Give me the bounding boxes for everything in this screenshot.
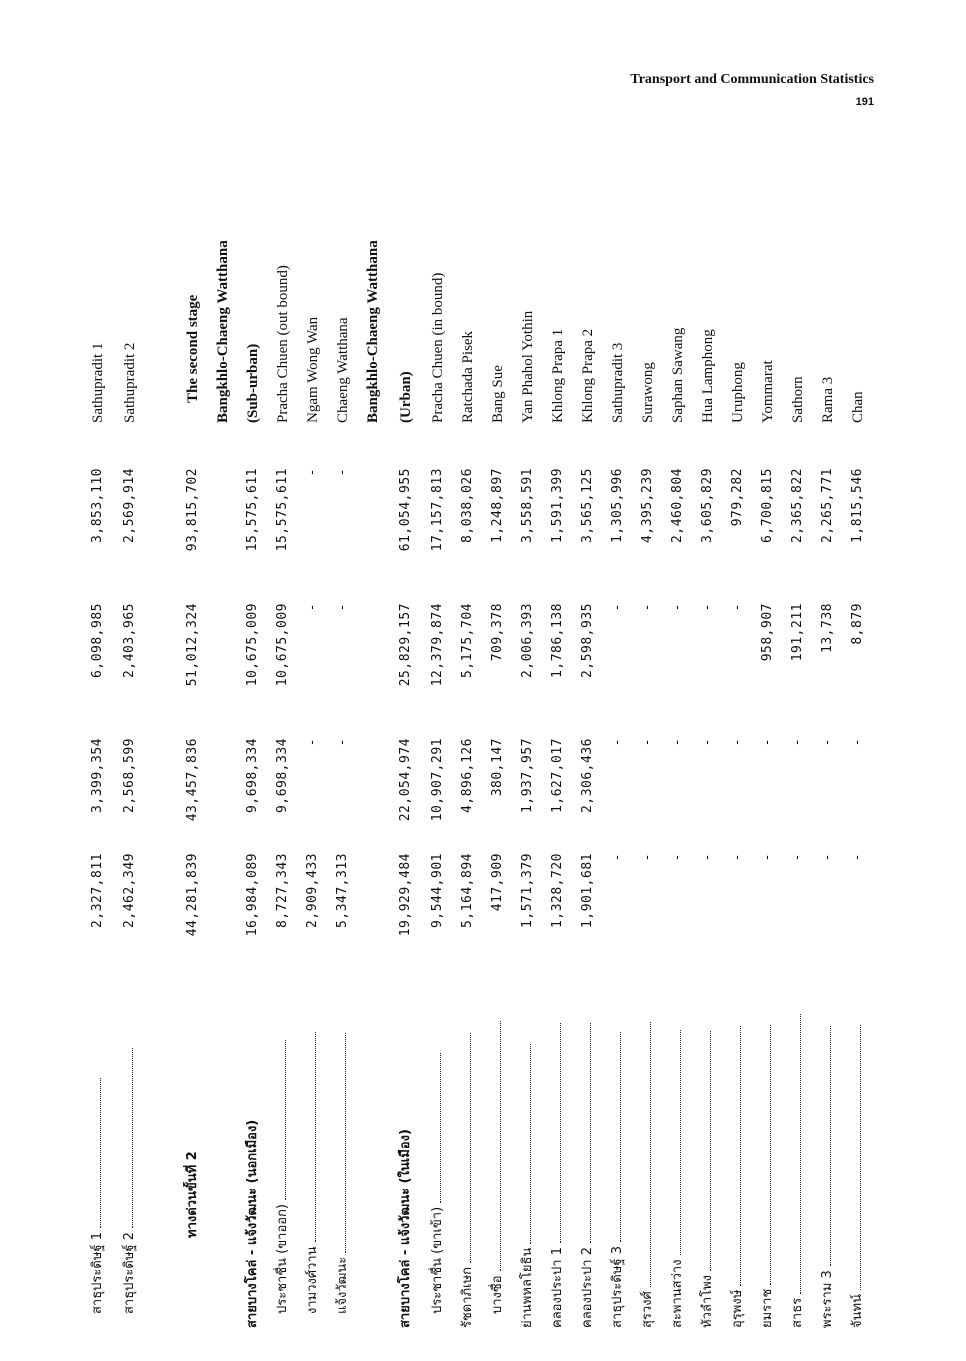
value-col-4: 2,365,822 <box>790 468 805 543</box>
thai-label: อุรุพงษ์ <box>728 1003 748 1328</box>
value-col-4: - <box>305 468 320 477</box>
value-col-3: 5,175,704 <box>460 603 475 678</box>
value-col-1: - <box>730 853 745 862</box>
value-col-3: - <box>335 603 350 612</box>
value-col-3: 2,403,965 <box>122 603 137 678</box>
thai-label: งามวงศ์วาน <box>303 1003 323 1314</box>
value-col-3: 25,829,157 <box>398 603 413 687</box>
english-label: Saphan Sawang <box>670 327 686 423</box>
table-row <box>363 148 383 1328</box>
english-label: Pracha Chuen (out bound) <box>275 265 291 423</box>
value-col-2: 9,698,334 <box>275 738 290 813</box>
thai-label: พระราม 3 <box>818 1003 838 1328</box>
value-col-4: 6,700,815 <box>760 468 775 543</box>
value-col-2: - <box>730 738 745 747</box>
table-row <box>120 148 140 1328</box>
value-col-1: - <box>610 853 625 862</box>
value-col-4: 979,282 <box>730 468 745 527</box>
value-col-3: 10,675,009 <box>245 603 260 687</box>
value-col-3: 51,012,324 <box>185 603 200 687</box>
english-label: Hua Lamphong <box>700 329 716 423</box>
thai-label: หัวลำโพง <box>698 1003 718 1328</box>
value-col-3: 191,211 <box>790 603 805 662</box>
english-label: Ngam Wong Wan <box>305 316 321 423</box>
thai-label: แจ้งวัฒนะ <box>333 1003 353 1314</box>
thai-label: คลองประปา 1 <box>548 1003 568 1328</box>
table-row <box>548 148 568 1328</box>
value-col-1: - <box>760 853 775 862</box>
value-col-2: 10,907,291 <box>430 738 445 822</box>
value-col-3: 10,675,009 <box>275 603 290 687</box>
english-label: Uruphong <box>730 362 746 423</box>
value-col-2: - <box>305 738 320 747</box>
english-label: Khlong Prapa 2 <box>580 328 596 423</box>
table-row <box>273 148 293 1328</box>
value-col-1: 16,984,089 <box>245 853 260 937</box>
table-row <box>728 148 748 1328</box>
value-col-2: 4,896,126 <box>460 738 475 813</box>
value-col-4: 15,575,611 <box>245 468 260 552</box>
value-col-3: - <box>670 603 685 612</box>
table-row <box>213 148 233 1328</box>
value-col-3: - <box>730 603 745 612</box>
english-label: Rama 3 <box>820 376 836 423</box>
value-col-4: 2,569,914 <box>122 468 137 543</box>
table-row <box>788 148 808 1328</box>
thai-label: ประชาชื่น (ขาออก) <box>273 1003 293 1314</box>
value-col-2: 2,568,599 <box>122 738 137 813</box>
value-col-4: 93,815,702 <box>185 468 200 552</box>
value-col-1: 5,164,894 <box>460 853 475 928</box>
table-row <box>88 148 108 1328</box>
english-label: Sathupradit 3 <box>610 342 626 423</box>
value-col-1: 2,327,811 <box>90 853 105 928</box>
table-row <box>818 148 838 1328</box>
value-col-1: 2,909,433 <box>305 853 320 928</box>
table-row <box>458 148 478 1328</box>
english-label: Khlong Prapa 1 <box>550 328 566 423</box>
value-col-2: 43,457,836 <box>185 738 200 822</box>
value-col-2: - <box>850 738 865 747</box>
english-group-label: Bangkhlo-Chaeng Watthana <box>365 240 381 423</box>
thai-label: รัชดาภิเษก <box>458 1003 478 1328</box>
value-col-3: 12,379,874 <box>430 603 445 687</box>
value-col-3: 6,098,985 <box>90 603 105 678</box>
value-col-3: 8,879 <box>850 603 865 645</box>
value-col-1: 417,909 <box>490 853 505 912</box>
table-row <box>698 148 718 1328</box>
value-col-4: 8,038,026 <box>460 468 475 543</box>
value-col-4: 1,815,546 <box>850 468 865 543</box>
value-col-4: 1,305,996 <box>610 468 625 543</box>
value-col-2: - <box>335 738 350 747</box>
value-col-1: - <box>640 853 655 862</box>
value-col-4: 1,591,399 <box>550 468 565 543</box>
value-col-3: 1,786,138 <box>550 603 565 678</box>
english-label: Chan <box>850 391 866 423</box>
table-row <box>608 148 628 1328</box>
value-col-3: 2,598,935 <box>580 603 595 678</box>
table-row <box>638 148 658 1328</box>
value-col-3: - <box>305 603 320 612</box>
thai-label: คลองประปา 2 <box>578 1003 598 1328</box>
english-label: Pracha Chuen (in bound) <box>430 272 446 423</box>
thai-label: สาธุประดิษฐ์ 1 <box>88 1003 108 1314</box>
value-col-1: 5,347,313 <box>335 853 350 928</box>
english-label: Sathorn <box>790 376 806 423</box>
thai-label: ย่านพหลโยธิน <box>518 1003 538 1328</box>
value-col-4: 3,565,125 <box>580 468 595 543</box>
value-col-1: 9,544,901 <box>430 853 445 928</box>
value-col-2: - <box>700 738 715 747</box>
value-col-1: 8,727,343 <box>275 853 290 928</box>
value-col-3: 709,378 <box>490 603 505 662</box>
value-col-1: - <box>670 853 685 862</box>
thai-label: สาธร <box>788 1003 808 1328</box>
value-col-4: - <box>335 468 350 477</box>
english-label: Sathupradit 2 <box>122 342 138 423</box>
table-row <box>518 148 538 1328</box>
value-col-2: - <box>610 738 625 747</box>
value-col-2: - <box>640 738 655 747</box>
thai-label: ประชาชื่น (ขาเข้า) <box>428 1003 448 1314</box>
value-col-1: - <box>790 853 805 862</box>
value-col-2: - <box>820 738 835 747</box>
stage-heading-english: The second stage <box>185 294 201 403</box>
value-col-2: 2,306,436 <box>580 738 595 813</box>
thai-label: จันทน์ <box>848 1003 868 1328</box>
english-group-label: Bangkhlo-Chaeng Watthana <box>215 240 231 423</box>
english-label: Surawong <box>640 362 656 423</box>
value-col-1: - <box>820 853 835 862</box>
thai-label: บางซื่อ <box>488 1003 508 1314</box>
value-col-3: 958,907 <box>760 603 775 662</box>
thai-group-label: สายบางโคล่ - แจ้งวัฒนะ (ในเมือง) <box>398 1129 413 1328</box>
table-row <box>428 148 448 1328</box>
value-col-1: - <box>700 853 715 862</box>
thai-label: ยมราช <box>758 1003 778 1328</box>
thai-label: สะพานสว่าง <box>668 1003 688 1328</box>
value-col-1: 19,929,484 <box>398 853 413 937</box>
english-group-label: (Urban) <box>398 371 414 423</box>
table-row <box>488 148 508 1328</box>
english-label: Bang Sue <box>490 365 506 423</box>
value-col-2: 1,627,017 <box>550 738 565 813</box>
table-row <box>668 148 688 1328</box>
value-col-1: 2,462,349 <box>122 853 137 928</box>
value-col-2: 3,399,354 <box>90 738 105 813</box>
value-col-1: 44,281,839 <box>185 853 200 937</box>
value-col-4: 15,575,611 <box>275 468 290 552</box>
value-col-3: 2,006,393 <box>520 603 535 678</box>
table-row <box>303 148 323 1328</box>
value-col-1: 1,328,720 <box>550 853 565 928</box>
table-row <box>758 148 778 1328</box>
value-col-1: 1,571,379 <box>520 853 535 928</box>
english-label: Yommarat <box>760 360 776 423</box>
value-col-2: - <box>790 738 805 747</box>
english-label: Ratchada Pisek <box>460 330 476 423</box>
english-label: Yan Phahol Yothin <box>520 310 536 423</box>
table-row <box>333 148 353 1328</box>
value-col-4: 1,248,897 <box>490 468 505 543</box>
table-row <box>183 148 203 1328</box>
thai-label: สุรวงศ์ <box>638 1003 658 1328</box>
value-col-4: 61,054,955 <box>398 468 413 552</box>
table-row <box>578 148 598 1328</box>
value-col-4: 3,853,110 <box>90 468 105 543</box>
value-col-4: 3,605,829 <box>700 468 715 543</box>
thai-label: สาธุประดิษฐ์ 2 <box>120 1003 140 1314</box>
value-col-1: 1,901,681 <box>580 853 595 928</box>
value-col-2: 9,698,334 <box>245 738 260 813</box>
rotated-statistics-table <box>78 148 878 1328</box>
value-col-4: 2,460,804 <box>670 468 685 543</box>
value-col-2: - <box>670 738 685 747</box>
value-col-2: 380,147 <box>490 738 505 797</box>
value-col-4: 3,558,591 <box>520 468 535 543</box>
value-col-1: - <box>850 853 865 862</box>
value-col-3: 13,738 <box>820 603 835 653</box>
table-row <box>243 148 263 1328</box>
value-col-3: - <box>610 603 625 612</box>
table-row <box>848 148 868 1328</box>
value-col-4: 4,395,239 <box>640 468 655 543</box>
page-header-title: Transport and Communication Statistics <box>630 72 874 87</box>
value-col-4: 2,265,771 <box>820 468 835 543</box>
english-group-label: (Sub-urban) <box>245 343 261 423</box>
english-label: Chaeng Watthana <box>335 317 351 423</box>
value-col-3: - <box>700 603 715 612</box>
english-label: Sathupradit 1 <box>90 342 106 423</box>
thai-group-label: สายบางโคล่ - แจ้งวัฒนะ (นอกเมือง) <box>245 1119 260 1328</box>
stage-heading-thai: ทางด่วนขั้นที่ 2 <box>185 1151 200 1238</box>
page-number: 191 <box>855 96 874 108</box>
value-col-2: 22,054,974 <box>398 738 413 822</box>
thai-label: สาธุประดิษฐ์ 3 <box>608 1003 628 1328</box>
value-col-4: 17,157,813 <box>430 468 445 552</box>
table-row <box>396 148 416 1328</box>
value-col-2: 1,937,957 <box>520 738 535 813</box>
value-col-2: - <box>760 738 775 747</box>
value-col-3: - <box>640 603 655 612</box>
